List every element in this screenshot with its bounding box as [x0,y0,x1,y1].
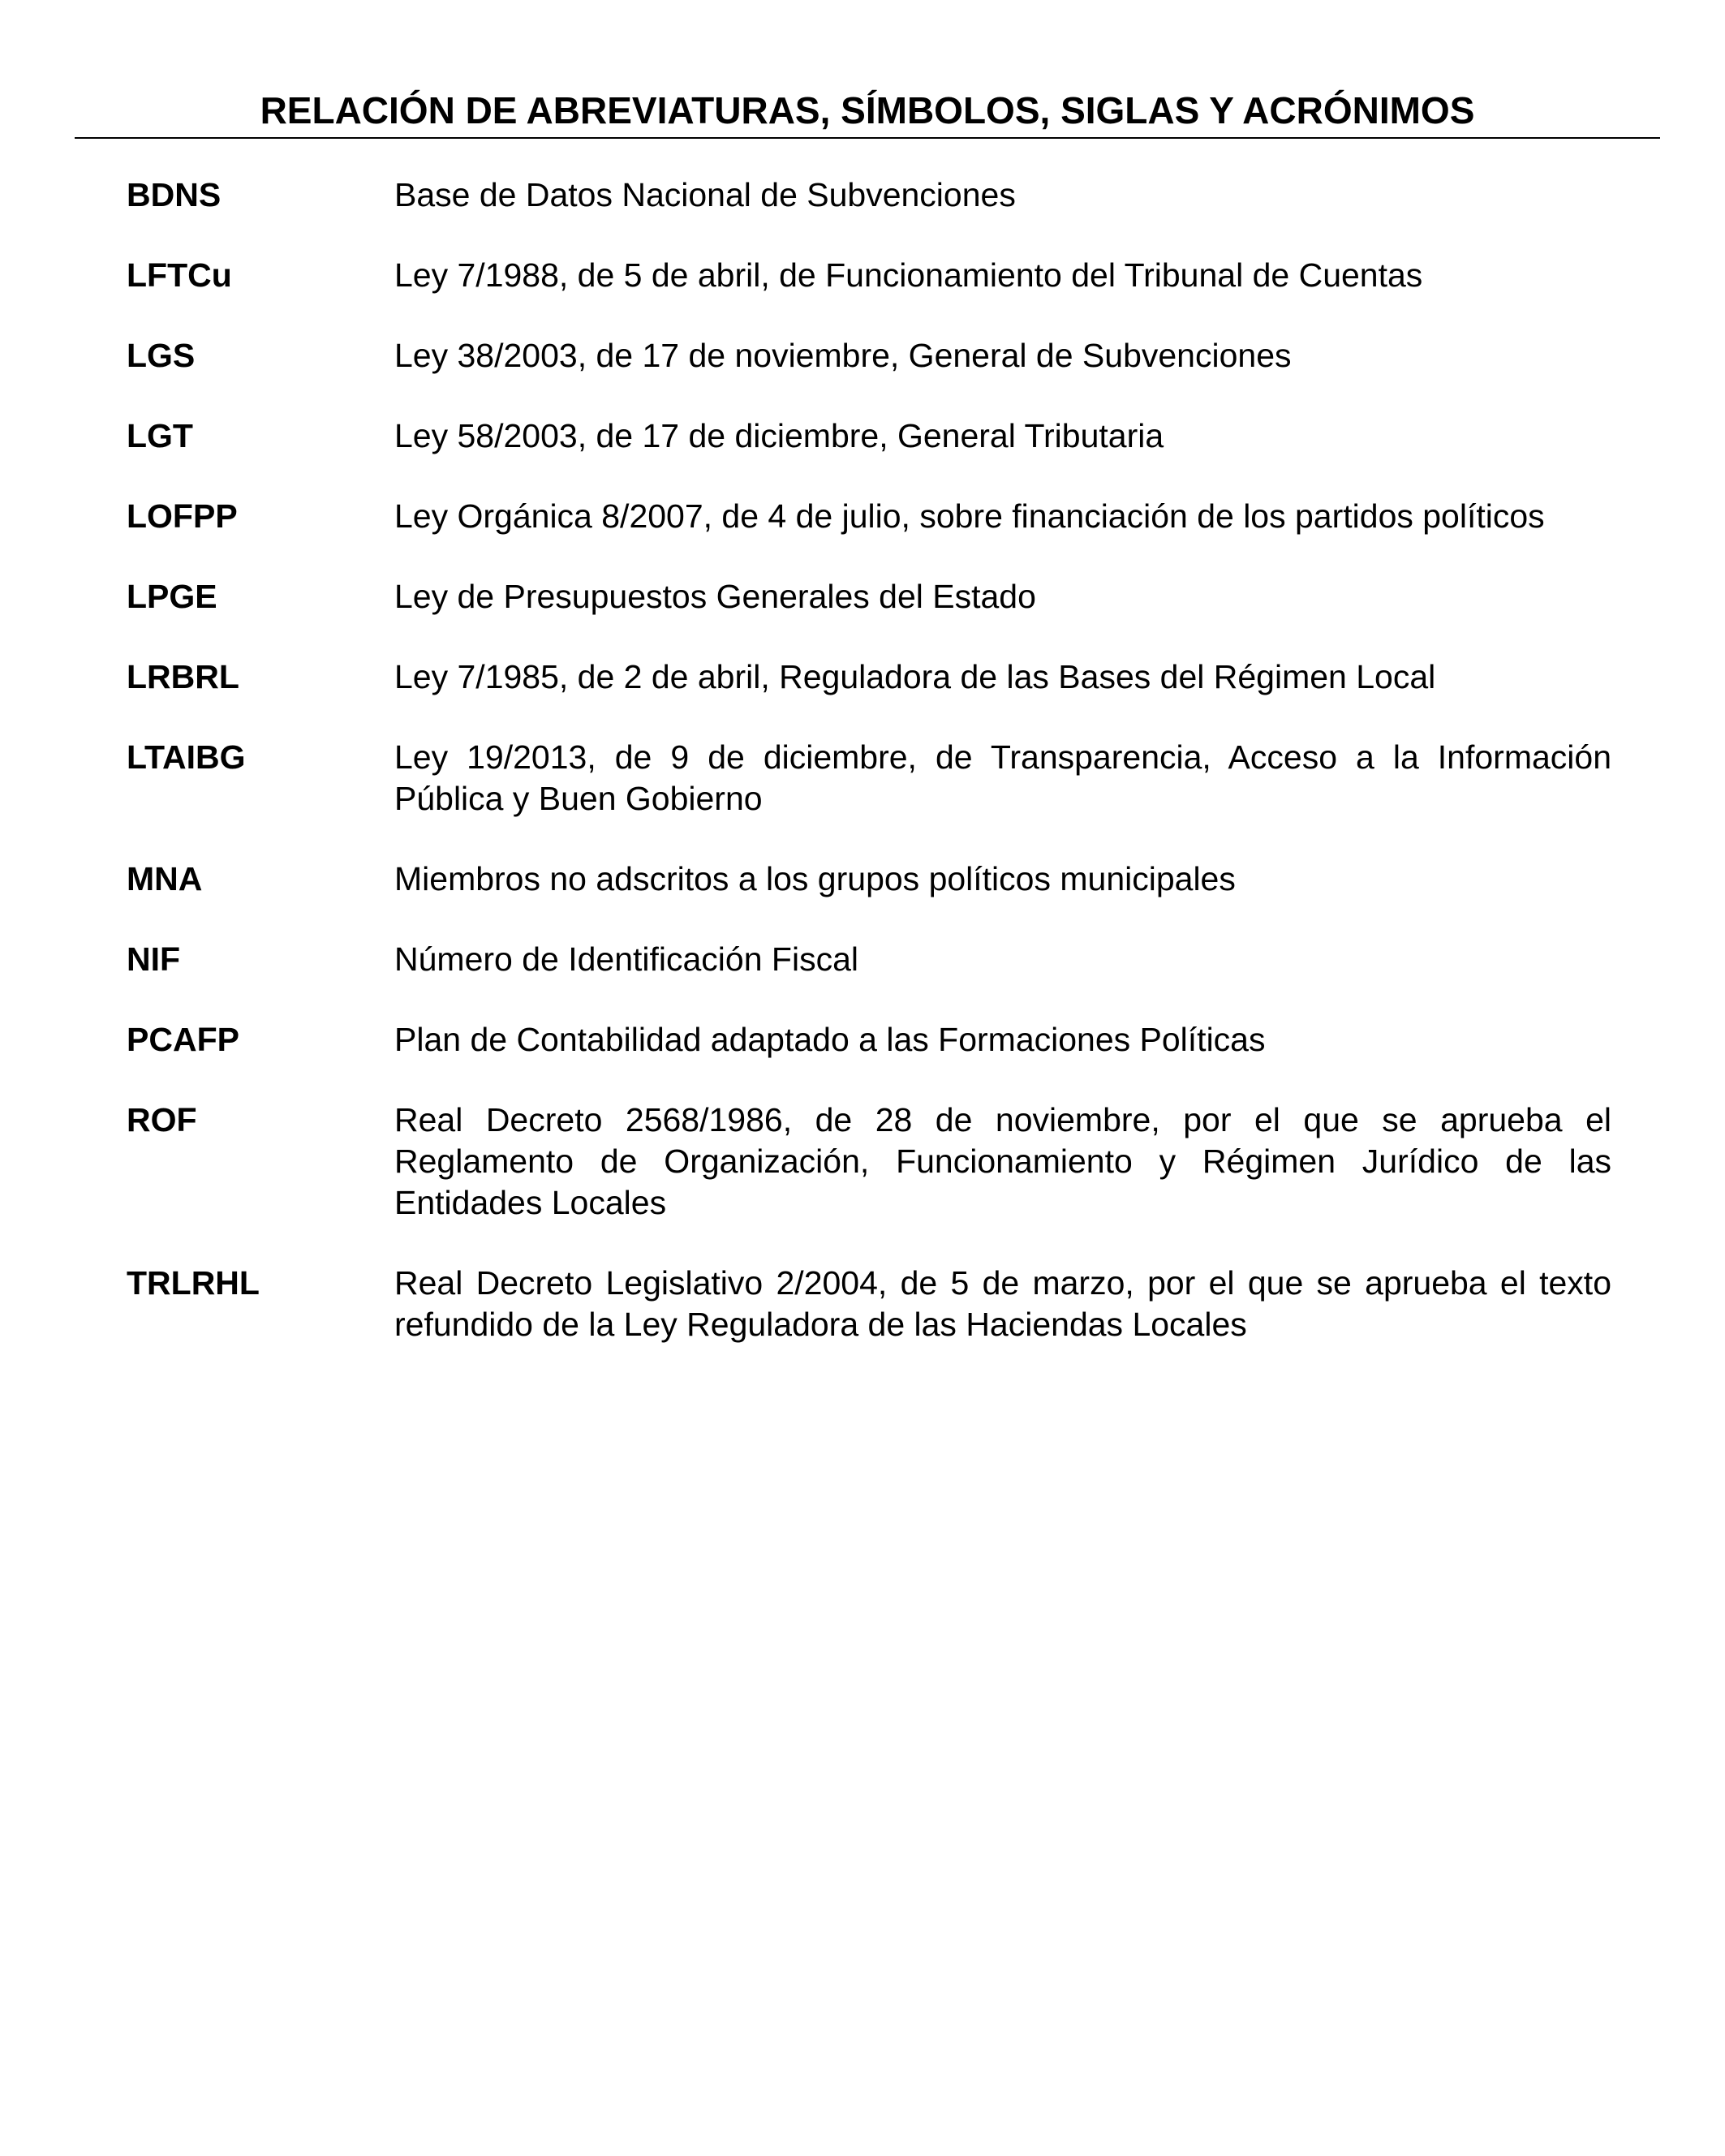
abbreviation-entry-pcafp [127,1019,1611,1061]
abbreviation-description: Ley 58/2003, de 17 de diciembre, General Tributaria [394,417,1164,454]
abbreviation-code: ROF [127,1101,197,1138]
abbreviation-entry-lftcu [127,255,1611,296]
abbreviation-description: Ley 19/2013, de 9 de diciembre, de Transparencia, Acceso a la Información Pública y Buen Gobierno [394,738,1611,817]
abbreviation-entry-rof [127,1100,1611,1224]
abbreviation-description: Real Decreto Legislativo 2/2004, de 5 de marzo, por el que se aprueba el texto refundido de la Ley Reguladora de las Haciendas Locales [394,1264,1611,1343]
abbreviation-description: Ley 7/1988, de 5 de abril, de Funcionamiento del Tribunal de Cuentas [394,256,1423,294]
abbreviation-entry-trlrhl [127,1263,1611,1345]
abbreviation-list [127,174,1611,1384]
abbreviation-entry-lofpp [127,496,1611,537]
abbreviation-description: Ley de Presupuestos Generales del Estado [394,578,1036,615]
abbreviation-description: Número de Identificación Fiscal [394,940,858,978]
abbreviation-code: LPGE [127,578,217,615]
abbreviation-code: MNA [127,860,203,897]
title-underline [75,137,1660,139]
abbreviation-code: LTAIBG [127,738,246,776]
abbreviation-description: Miembros no adscritos a los grupos políticos municipales [394,860,1236,897]
abbreviation-code: PCAFP [127,1021,239,1058]
abbreviation-code: LRBRL [127,658,239,695]
abbreviation-description: Base de Datos Nacional de Subvenciones [394,176,1016,213]
abbreviation-entry-bdns [127,174,1611,216]
abbreviation-entry-mna [127,859,1611,900]
abbreviation-description: Ley Orgánica 8/2007, de 4 de julio, sobre financiación de los partidos políticos [394,497,1545,535]
abbreviation-code: LGS [127,337,196,374]
page-title: RELACIÓN DE ABREVIATURAS, SÍMBOLOS, SIGLAS Y ACRÓNIMOS [260,89,1475,131]
abbreviation-code: LFTCu [127,256,232,294]
abbreviation-code: NIF [127,940,181,978]
abbreviation-code: LOFPP [127,497,238,535]
abbreviation-entry-lpge [127,576,1611,618]
abbreviation-entry-lgs [127,335,1611,377]
abbreviation-entry-nif [127,939,1611,980]
abbreviation-description: Ley 38/2003, de 17 de noviembre, General de Subvenciones [394,337,1292,374]
abbreviation-entry-ltaibg [127,737,1611,820]
abbreviation-description: Plan de Contabilidad adaptado a las Formaciones Políticas [394,1021,1266,1058]
abbreviation-description: Real Decreto 2568/1986, de 28 de noviembre, por el que se aprueba el Reglamento de Organización, Funcionamiento y Régimen Jurídico de las Entidades Locales [394,1101,1611,1221]
abbreviation-code: LGT [127,417,193,454]
abbreviation-code: TRLRHL [127,1264,260,1302]
abbreviation-entry-lrbrl [127,656,1611,698]
abbreviation-entry-lgt [127,415,1611,457]
abbreviation-description: Ley 7/1985, de 2 de abril, Reguladora de las Bases del Régimen Local [394,658,1436,695]
abbreviation-code: BDNS [127,176,222,213]
